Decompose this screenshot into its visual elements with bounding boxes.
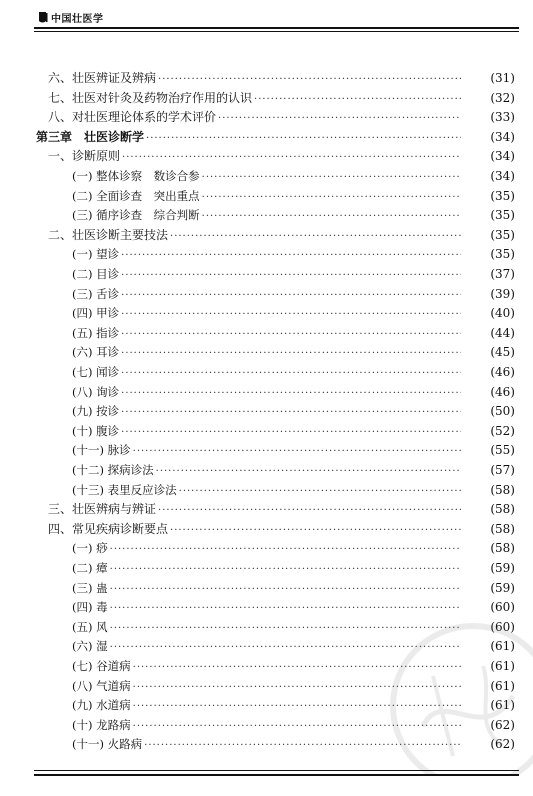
toc-entry-label: 一、诊断原则 xyxy=(48,149,121,164)
toc-entry-label: 第三章 壮医诊断学 xyxy=(36,129,145,144)
dot-leader xyxy=(133,443,461,461)
toc-entry xyxy=(0,579,533,597)
toc-entry-label: (一) 望诊 xyxy=(72,247,120,262)
toc-entry-label: (六) 湿 xyxy=(72,639,108,654)
toc-entry xyxy=(0,69,533,87)
toc-entry xyxy=(0,520,533,538)
toc-entry-page: (57) xyxy=(490,463,515,477)
footer-rule-thick xyxy=(34,774,519,776)
dot-leader xyxy=(170,522,461,540)
toc-entry xyxy=(0,89,533,107)
toc-entry xyxy=(0,167,533,185)
toc-entry xyxy=(0,285,533,303)
toc-entry-label: (四) 毒 xyxy=(72,600,108,615)
dot-leader xyxy=(202,169,461,187)
toc-entry xyxy=(0,226,533,244)
toc-entry-label: 四、常见疾病诊断要点 xyxy=(48,521,169,536)
dot-leader xyxy=(202,208,461,226)
toc-entry-label: (七) 闻诊 xyxy=(72,365,120,379)
toc-entry-label: (六) 耳诊 xyxy=(72,345,120,360)
dot-leader xyxy=(146,130,461,148)
toc-entry xyxy=(0,245,533,263)
toc-entry-label: (十三) 表里反应诊法 xyxy=(72,482,177,497)
toc-entry-label: 二、壮医诊断主要技法 xyxy=(48,227,169,242)
dot-leader xyxy=(158,71,461,89)
toc-entry-page: (60) xyxy=(490,600,515,615)
toc-entry-page: (39) xyxy=(490,286,515,301)
toc-entry-page: (35) xyxy=(490,227,515,242)
dot-leader xyxy=(121,267,461,285)
toc-entry xyxy=(0,539,533,557)
toc-entry-label: (十二) 探病诊法 xyxy=(72,463,154,477)
toc-entry-page: (59) xyxy=(490,561,515,575)
dot-leader xyxy=(122,149,461,167)
footer-rule-thin xyxy=(34,770,519,771)
toc-entry xyxy=(0,265,533,283)
dot-leader xyxy=(110,581,461,599)
toc-entry-page: (34) xyxy=(490,129,515,144)
toc-entry-page: (58) xyxy=(490,502,515,517)
toc-entry-label: (四) 甲诊 xyxy=(72,306,120,321)
dot-leader xyxy=(218,110,461,128)
toc-entry-page: (60) xyxy=(490,619,515,634)
toc-entry-label: (八) 气道病 xyxy=(72,678,131,693)
toc-entry-page: (61) xyxy=(490,639,515,654)
watermark-seal-icon xyxy=(373,606,533,776)
toc-entry xyxy=(0,147,533,165)
toc-entry xyxy=(0,383,533,401)
toc-entry xyxy=(0,206,533,224)
toc-entry xyxy=(0,108,533,126)
toc-entry-label: 八、对壮医理论体系的学术评价 xyxy=(48,110,217,125)
toc-entry-page: (61) xyxy=(490,698,515,713)
toc-entry-label: (十一) 火路病 xyxy=(72,737,143,752)
toc-entry-page: (46) xyxy=(490,365,515,379)
toc-entry-page: (35) xyxy=(490,208,515,223)
toc-entry-label: (五) 指诊 xyxy=(72,325,120,340)
toc-entry xyxy=(0,441,533,459)
dot-leader xyxy=(121,365,461,383)
toc-entry-page: (35) xyxy=(490,188,515,203)
toc-entry-page: (58) xyxy=(490,521,515,536)
toc-entry-page: (62) xyxy=(490,717,515,732)
dot-leader xyxy=(121,345,461,363)
dot-leader xyxy=(110,561,461,579)
toc-entry xyxy=(0,324,533,342)
toc-entry xyxy=(0,343,533,361)
dot-leader xyxy=(121,385,461,403)
toc-entry-page: (61) xyxy=(490,678,515,693)
toc-entry-label: (二) 全面诊查 突出重点 xyxy=(72,188,200,203)
toc-entry-label: (九) 按诊 xyxy=(72,404,120,419)
toc-entry-label: (七) 谷道病 xyxy=(72,659,131,673)
toc-entry-page: (46) xyxy=(490,384,515,399)
toc-entry-page: (61) xyxy=(490,659,515,673)
dot-leader xyxy=(254,91,461,109)
toc-entry-label: 七、壮医对针灸及药物治疗作用的认识 xyxy=(48,90,253,105)
toc-entry-label: (十) 龙路病 xyxy=(72,717,131,732)
toc-entry-label: (三) 蛊 xyxy=(72,580,108,595)
toc-entry-label: (九) 水道病 xyxy=(72,698,131,713)
toc-entry-page: (37) xyxy=(490,267,515,281)
toc-entry-label: 三、壮医辨病与辨证 xyxy=(48,502,157,517)
toc-entry-label: (二) 瘴 xyxy=(72,561,108,575)
dot-leader xyxy=(179,483,461,501)
toc-entry xyxy=(0,500,533,518)
dot-leader xyxy=(121,306,461,324)
toc-entry xyxy=(0,422,533,440)
dot-leader xyxy=(156,463,461,481)
dot-leader xyxy=(121,404,461,422)
toc-entry-label: (三) 舌诊 xyxy=(72,286,120,301)
toc-entry-page: (55) xyxy=(490,443,515,458)
toc-entry-page: (34) xyxy=(490,149,515,164)
toc-entry-page: (40) xyxy=(490,306,515,321)
toc-entry xyxy=(0,559,533,577)
dot-leader xyxy=(121,247,461,265)
toc-entry-label: (五) 风 xyxy=(72,619,108,634)
toc-entry-page: (58) xyxy=(490,482,515,497)
toc-entry-page: (59) xyxy=(490,580,515,595)
toc-entry-page: (34) xyxy=(490,169,515,183)
toc-entry-label: (十) 腹诊 xyxy=(72,423,120,438)
toc-entry-page: (52) xyxy=(490,423,515,438)
toc-entry-page: (45) xyxy=(490,345,515,360)
toc-entry-label: 六、壮医辨证及辨病 xyxy=(48,71,157,85)
toc-entry xyxy=(0,363,533,381)
toc-entry xyxy=(0,304,533,322)
dot-leader xyxy=(170,228,461,246)
toc-entry-page: (31) xyxy=(490,71,515,85)
toc-entry xyxy=(0,187,533,205)
toc-entry-page: (44) xyxy=(490,325,515,340)
toc-entry-label: (一) 整体诊察 数诊合参 xyxy=(72,169,200,183)
dot-leader xyxy=(121,424,461,442)
toc-entry-label: (二) 目诊 xyxy=(72,267,120,281)
toc-entry-page: (58) xyxy=(490,541,515,556)
dot-leader xyxy=(110,541,461,559)
toc-entry-label: (一) 痧 xyxy=(72,541,108,556)
toc-entry xyxy=(0,128,533,146)
toc-entry-page: (50) xyxy=(490,404,515,419)
toc-entry-page: (33) xyxy=(490,110,515,125)
toc-entry-label: (十一) 脉诊 xyxy=(72,443,131,458)
dot-leader xyxy=(121,287,461,305)
toc-entry-page: (62) xyxy=(490,737,515,752)
header-title: 中国壮医学 xyxy=(51,13,104,25)
toc-entry xyxy=(0,402,533,420)
toc-entry-label: (八) 询诊 xyxy=(72,384,120,399)
dot-leader xyxy=(121,326,461,344)
toc-entry-label: (三) 循序诊查 综合判断 xyxy=(72,208,200,223)
toc-entry-page: (35) xyxy=(490,247,515,262)
toc-entry-page: (32) xyxy=(490,90,515,105)
toc-entry xyxy=(0,461,533,479)
dot-leader xyxy=(158,502,461,520)
dot-leader xyxy=(202,189,461,207)
toc-entry xyxy=(0,481,533,499)
